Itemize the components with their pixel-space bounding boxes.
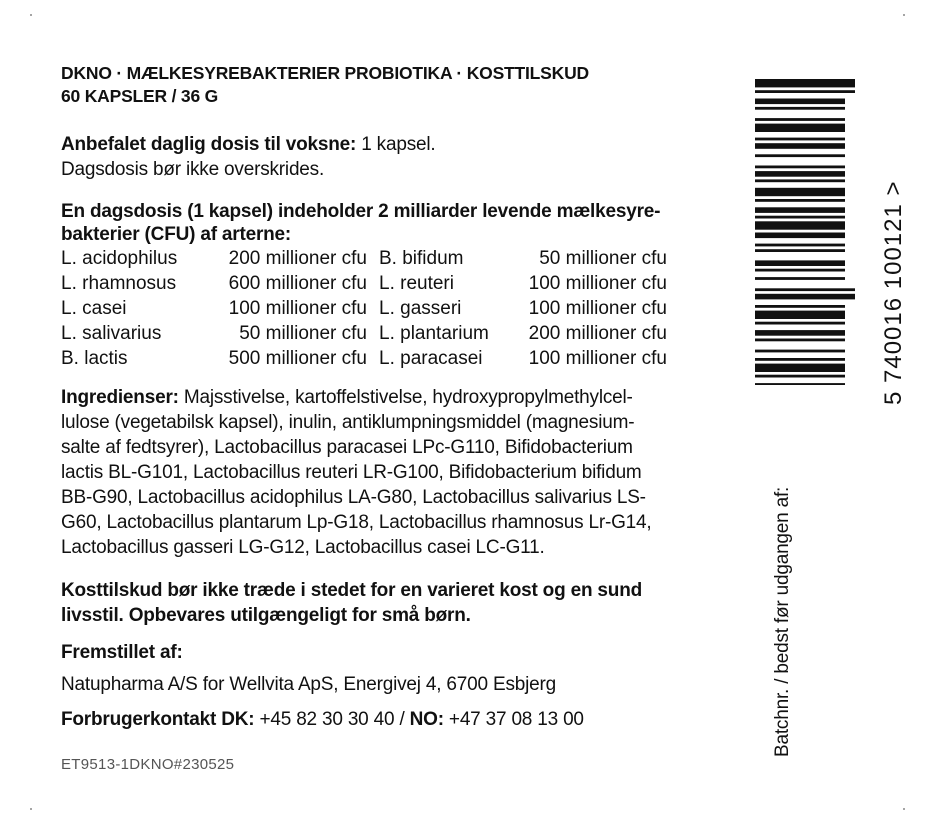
- barcode-bar: [755, 311, 845, 319]
- batch-code: ET9513-1DKNO#230525: [61, 756, 235, 773]
- barcode-bar: [755, 216, 845, 219]
- batch-label-vertical: Batchnr. / bedst før udgangen af:: [772, 486, 793, 757]
- barcode-bar: [755, 188, 845, 196]
- barcode-bar: [755, 294, 855, 300]
- barcode-bar: [755, 199, 845, 202]
- product-title: DKNO · MÆLKESYREBAKTERIER PROBIOTIKA · KOSTTILSKUD: [61, 63, 589, 83]
- contact-dk-label: Forbrugerkontakt DK:: [61, 709, 255, 730]
- dosage-section: [61, 132, 721, 182]
- strain-name: L. paracasei: [379, 348, 483, 369]
- barcode-bar: [755, 99, 845, 105]
- strain-name: L. casei: [61, 298, 127, 319]
- barcode-bar: [755, 233, 845, 239]
- strain-name: L. reuteri: [379, 273, 454, 294]
- strain-amount: 500 millioner cfu: [228, 348, 367, 369]
- contact-no-value: +47 37 08 13 00: [443, 709, 584, 730]
- barcode-bar: [755, 166, 845, 169]
- strain-amount: 50 millioner cfu: [239, 323, 367, 344]
- ingredients-section: Ingredienser: Majsstivelse, kartoffelstivelse, hydroxypropylmethylcel- lulose (vegetabilsk kapsel), inulin, antiklumpningsmiddel (magnesium- salte af fedtsyrer), Lactobacillus paracasei LPc-G110, Bifidobacterium lactis BL-G101, Lactobacillus reuteri LR-G100, Bifidobacterium bifidum BB-G90, Lactobacillus acidophilus LA-G80, Lactobacillus salivarius LS- G60, Lactobacillus plantarum Lp-G18, Lactobacillus rhamnosus Lr-G14, Lactobacillus gasseri LG-G12, Lactobacillus casei LC-G11.: [61, 387, 652, 558]
- barcode-bar: [755, 350, 845, 353]
- barcode-bar: [755, 124, 845, 132]
- barcode-bar: [755, 154, 845, 157]
- barcode-bar: [755, 107, 845, 110]
- contact-line: [61, 707, 721, 732]
- strain-name: L. rhamnosus: [61, 273, 177, 294]
- corner-mark: [30, 808, 32, 810]
- dosage-label: Anbefalet daglig dosis til voksne:: [61, 134, 357, 155]
- barcode-bar: [755, 244, 845, 247]
- barcode-bar: [755, 305, 845, 308]
- strain-amount: 600 millioner cfu: [228, 273, 367, 294]
- strain-amount: 50 millioner cfu: [539, 248, 667, 269]
- strain-name: L. salivarius: [61, 323, 162, 344]
- barcode-number: 5 740016 100121 >: [880, 180, 907, 405]
- barcode-bar: [755, 375, 845, 378]
- ingredients-label: Ingredienser:: [61, 387, 179, 408]
- barcode-bar: [755, 358, 845, 361]
- dosage-value: 1 kapsel.: [356, 134, 436, 155]
- barcode: [755, 55, 855, 385]
- strain-name: B. lactis: [61, 348, 128, 369]
- strain-amount: 100 millioner cfu: [528, 298, 667, 319]
- corner-mark: [30, 14, 32, 16]
- corner-mark: [903, 808, 905, 810]
- corner-mark: [903, 14, 905, 16]
- strain-amount: 100 millioner cfu: [528, 348, 667, 369]
- strain-name: L. plantarium: [379, 323, 489, 344]
- strain-table: [61, 246, 721, 371]
- barcode-bar: [755, 171, 845, 177]
- barcode-bar: [755, 118, 845, 121]
- product-quantity: 60 KAPSLER / 36 G: [61, 86, 219, 106]
- barcode-bar: [755, 364, 845, 372]
- barcode-bar: [755, 138, 845, 141]
- barcode-bar: [755, 339, 845, 342]
- contact-no-label: NO:: [409, 709, 444, 730]
- barcode-bar: [755, 221, 845, 229]
- barcode-bar: [755, 79, 855, 87]
- strain-amount: 200 millioner cfu: [228, 248, 367, 269]
- barcode-bar: [755, 90, 855, 93]
- barcode-bar: [755, 269, 845, 272]
- strain-name: L. gasseri: [379, 298, 462, 319]
- barcode-bar: [755, 207, 845, 213]
- strain-amount: 100 millioner cfu: [528, 273, 667, 294]
- barcode-bar: [755, 249, 845, 252]
- product-label: [61, 62, 721, 773]
- strain-name: B. bifidum: [379, 248, 464, 269]
- barcode-bar: [755, 322, 845, 325]
- barcode-bar: [755, 330, 845, 336]
- manufacturer-value: Natupharma A/S for Wellvita ApS, Energivej 4, 6700 Esbjerg: [61, 674, 556, 695]
- strain-name: L. acidophilus: [61, 248, 178, 269]
- dosage-note: Dagsdosis bør ikke overskrides.: [61, 159, 325, 180]
- barcode-bar: [755, 277, 845, 280]
- content-heading: En dagsdosis (1 kapsel) indeholder 2 milliarder levende mælkesyre- bakterier (CFU) af arterne:: [61, 201, 661, 245]
- contact-dk-value: +45 82 30 30 40 /: [254, 709, 410, 730]
- strain-amount: 200 millioner cfu: [528, 323, 667, 344]
- barcode-bar: [755, 179, 845, 182]
- barcode-bar: [755, 383, 845, 385]
- barcode-bar: [755, 260, 845, 266]
- warning-text: Kosttilskud bør ikke træde i stedet for en varieret kost og en sund livsstil. Opbevares utilgængeligt for små børn.: [61, 580, 643, 626]
- barcode-bar: [755, 143, 845, 149]
- manufacturer-label: Fremstillet af:: [61, 642, 183, 663]
- strain-amount: 100 millioner cfu: [228, 298, 367, 319]
- barcode-bar: [755, 288, 855, 291]
